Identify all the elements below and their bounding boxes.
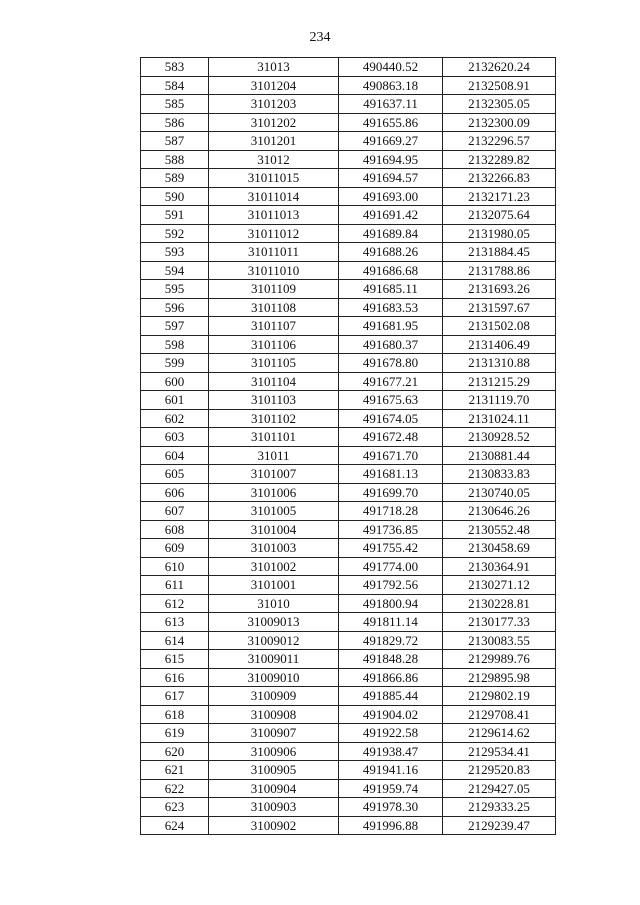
point-code-cell: 3101203 xyxy=(209,95,339,114)
point-code-cell: 3101106 xyxy=(209,335,339,354)
table-row xyxy=(141,613,556,632)
row-index-cell: 619 xyxy=(141,724,209,743)
x-coordinate-cell: 491672.48 xyxy=(339,428,443,447)
row-index-cell: 622 xyxy=(141,779,209,798)
y-coordinate-cell: 2129895.98 xyxy=(443,668,556,687)
point-code-cell: 3101108 xyxy=(209,298,339,317)
point-code-cell: 3100902 xyxy=(209,816,339,835)
y-coordinate-cell: 2129239.47 xyxy=(443,816,556,835)
y-coordinate-cell: 2130740.05 xyxy=(443,483,556,502)
table-row xyxy=(141,465,556,484)
point-code-cell: 31009010 xyxy=(209,668,339,687)
y-coordinate-cell: 2130228.81 xyxy=(443,594,556,613)
y-coordinate-cell: 2131024.11 xyxy=(443,409,556,428)
row-index-cell: 592 xyxy=(141,224,209,243)
table-row xyxy=(141,724,556,743)
x-coordinate-cell: 491689.84 xyxy=(339,224,443,243)
point-code-cell: 3100903 xyxy=(209,798,339,817)
table-row xyxy=(141,298,556,317)
row-index-cell: 605 xyxy=(141,465,209,484)
y-coordinate-cell: 2131788.86 xyxy=(443,261,556,280)
table-row xyxy=(141,576,556,595)
point-code-cell: 3101105 xyxy=(209,354,339,373)
x-coordinate-cell: 491674.05 xyxy=(339,409,443,428)
x-coordinate-cell: 490863.18 xyxy=(339,76,443,95)
x-coordinate-cell: 491941.16 xyxy=(339,761,443,780)
y-coordinate-cell: 2129427.05 xyxy=(443,779,556,798)
y-coordinate-cell: 2131502.08 xyxy=(443,317,556,336)
row-index-cell: 621 xyxy=(141,761,209,780)
x-coordinate-cell: 491678.80 xyxy=(339,354,443,373)
table-row xyxy=(141,557,556,576)
row-index-cell: 585 xyxy=(141,95,209,114)
y-coordinate-cell: 2129708.41 xyxy=(443,705,556,724)
point-code-cell: 3100906 xyxy=(209,742,339,761)
row-index-cell: 595 xyxy=(141,280,209,299)
x-coordinate-cell: 491904.02 xyxy=(339,705,443,724)
point-code-cell: 3101004 xyxy=(209,520,339,539)
point-code-cell: 3101104 xyxy=(209,372,339,391)
x-coordinate-cell: 491683.53 xyxy=(339,298,443,317)
point-code-cell: 3101103 xyxy=(209,391,339,410)
table-row xyxy=(141,132,556,151)
x-coordinate-cell: 491669.27 xyxy=(339,132,443,151)
x-coordinate-cell: 491677.21 xyxy=(339,372,443,391)
row-index-cell: 616 xyxy=(141,668,209,687)
point-code-cell: 3101002 xyxy=(209,557,339,576)
point-code-cell: 31011014 xyxy=(209,187,339,206)
table-row xyxy=(141,280,556,299)
y-coordinate-cell: 2130364.91 xyxy=(443,557,556,576)
point-code-cell: 3101001 xyxy=(209,576,339,595)
row-index-cell: 589 xyxy=(141,169,209,188)
row-index-cell: 596 xyxy=(141,298,209,317)
x-coordinate-cell: 491829.72 xyxy=(339,631,443,650)
table-row xyxy=(141,816,556,835)
coordinates-table-container xyxy=(140,57,556,835)
point-code-cell: 31009011 xyxy=(209,650,339,669)
row-index-cell: 600 xyxy=(141,372,209,391)
table-row xyxy=(141,650,556,669)
row-index-cell: 586 xyxy=(141,113,209,132)
table-row xyxy=(141,483,556,502)
point-code-cell: 31013 xyxy=(209,58,339,77)
point-code-cell: 31010 xyxy=(209,594,339,613)
table-row xyxy=(141,206,556,225)
y-coordinate-cell: 2130833.83 xyxy=(443,465,556,484)
point-code-cell: 31011010 xyxy=(209,261,339,280)
row-index-cell: 623 xyxy=(141,798,209,817)
point-code-cell: 3101006 xyxy=(209,483,339,502)
point-code-cell: 3100909 xyxy=(209,687,339,706)
x-coordinate-cell: 491938.47 xyxy=(339,742,443,761)
table-row xyxy=(141,742,556,761)
row-index-cell: 624 xyxy=(141,816,209,835)
table-row xyxy=(141,187,556,206)
row-index-cell: 588 xyxy=(141,150,209,169)
row-index-cell: 617 xyxy=(141,687,209,706)
coordinates-table xyxy=(140,57,556,835)
y-coordinate-cell: 2131980.05 xyxy=(443,224,556,243)
row-index-cell: 613 xyxy=(141,613,209,632)
x-coordinate-cell: 491811.14 xyxy=(339,613,443,632)
table-row xyxy=(141,354,556,373)
point-code-cell: 3101101 xyxy=(209,428,339,447)
table-row xyxy=(141,502,556,521)
y-coordinate-cell: 2129333.25 xyxy=(443,798,556,817)
table-row xyxy=(141,446,556,465)
row-index-cell: 597 xyxy=(141,317,209,336)
y-coordinate-cell: 2132305.05 xyxy=(443,95,556,114)
table-row xyxy=(141,335,556,354)
table-row xyxy=(141,428,556,447)
point-code-cell: 3101109 xyxy=(209,280,339,299)
y-coordinate-cell: 2132620.24 xyxy=(443,58,556,77)
y-coordinate-cell: 2131693.26 xyxy=(443,280,556,299)
row-index-cell: 598 xyxy=(141,335,209,354)
point-code-cell: 31012 xyxy=(209,150,339,169)
table-row xyxy=(141,798,556,817)
y-coordinate-cell: 2131215.29 xyxy=(443,372,556,391)
point-code-cell: 3101204 xyxy=(209,76,339,95)
y-coordinate-cell: 2132300.09 xyxy=(443,113,556,132)
table-row xyxy=(141,761,556,780)
x-coordinate-cell: 491694.57 xyxy=(339,169,443,188)
y-coordinate-cell: 2129989.76 xyxy=(443,650,556,669)
row-index-cell: 590 xyxy=(141,187,209,206)
point-code-cell: 31009013 xyxy=(209,613,339,632)
x-coordinate-cell: 491978.30 xyxy=(339,798,443,817)
point-code-cell: 31009012 xyxy=(209,631,339,650)
table-row xyxy=(141,372,556,391)
x-coordinate-cell: 491655.86 xyxy=(339,113,443,132)
row-index-cell: 606 xyxy=(141,483,209,502)
x-coordinate-cell: 491685.11 xyxy=(339,280,443,299)
table-row xyxy=(141,243,556,262)
x-coordinate-cell: 491959.74 xyxy=(339,779,443,798)
x-coordinate-cell: 491688.26 xyxy=(339,243,443,262)
row-index-cell: 603 xyxy=(141,428,209,447)
x-coordinate-cell: 491693.00 xyxy=(339,187,443,206)
y-coordinate-cell: 2132075.64 xyxy=(443,206,556,225)
y-coordinate-cell: 2129614.62 xyxy=(443,724,556,743)
x-coordinate-cell: 491736.85 xyxy=(339,520,443,539)
table-row xyxy=(141,224,556,243)
row-index-cell: 608 xyxy=(141,520,209,539)
point-code-cell: 3100907 xyxy=(209,724,339,743)
x-coordinate-cell: 491792.56 xyxy=(339,576,443,595)
point-code-cell: 3101201 xyxy=(209,132,339,151)
row-index-cell: 620 xyxy=(141,742,209,761)
table-row xyxy=(141,150,556,169)
table-body xyxy=(141,58,556,835)
row-index-cell: 615 xyxy=(141,650,209,669)
row-index-cell: 601 xyxy=(141,391,209,410)
point-code-cell: 31011011 xyxy=(209,243,339,262)
table-row xyxy=(141,520,556,539)
point-code-cell: 3101102 xyxy=(209,409,339,428)
x-coordinate-cell: 491848.28 xyxy=(339,650,443,669)
x-coordinate-cell: 491691.42 xyxy=(339,206,443,225)
y-coordinate-cell: 2130881.44 xyxy=(443,446,556,465)
row-index-cell: 618 xyxy=(141,705,209,724)
y-coordinate-cell: 2130928.52 xyxy=(443,428,556,447)
table-row xyxy=(141,113,556,132)
point-code-cell: 3100908 xyxy=(209,705,339,724)
y-coordinate-cell: 2131310.88 xyxy=(443,354,556,373)
y-coordinate-cell: 2129802.19 xyxy=(443,687,556,706)
y-coordinate-cell: 2132171.23 xyxy=(443,187,556,206)
y-coordinate-cell: 2131597.67 xyxy=(443,298,556,317)
row-index-cell: 593 xyxy=(141,243,209,262)
y-coordinate-cell: 2132508.91 xyxy=(443,76,556,95)
x-coordinate-cell: 491681.95 xyxy=(339,317,443,336)
table-row xyxy=(141,539,556,558)
table-row xyxy=(141,409,556,428)
row-index-cell: 607 xyxy=(141,502,209,521)
table-row xyxy=(141,317,556,336)
x-coordinate-cell: 491774.00 xyxy=(339,557,443,576)
page-number: 234 xyxy=(309,30,331,45)
table-row xyxy=(141,594,556,613)
x-coordinate-cell: 491866.86 xyxy=(339,668,443,687)
point-code-cell: 31011013 xyxy=(209,206,339,225)
x-coordinate-cell: 491694.95 xyxy=(339,150,443,169)
row-index-cell: 614 xyxy=(141,631,209,650)
table-row xyxy=(141,391,556,410)
point-code-cell: 3101202 xyxy=(209,113,339,132)
point-code-cell: 3101107 xyxy=(209,317,339,336)
row-index-cell: 609 xyxy=(141,539,209,558)
table-row xyxy=(141,169,556,188)
point-code-cell: 31011012 xyxy=(209,224,339,243)
x-coordinate-cell: 491996.88 xyxy=(339,816,443,835)
x-coordinate-cell: 490440.52 xyxy=(339,58,443,77)
row-index-cell: 604 xyxy=(141,446,209,465)
table-row xyxy=(141,261,556,280)
point-code-cell: 3100905 xyxy=(209,761,339,780)
y-coordinate-cell: 2131884.45 xyxy=(443,243,556,262)
y-coordinate-cell: 2130552.48 xyxy=(443,520,556,539)
y-coordinate-cell: 2132296.57 xyxy=(443,132,556,151)
y-coordinate-cell: 2130177.33 xyxy=(443,613,556,632)
point-code-cell: 3101007 xyxy=(209,465,339,484)
y-coordinate-cell: 2130271.12 xyxy=(443,576,556,595)
table-row xyxy=(141,705,556,724)
x-coordinate-cell: 491800.94 xyxy=(339,594,443,613)
y-coordinate-cell: 2132266.83 xyxy=(443,169,556,188)
table-row xyxy=(141,95,556,114)
x-coordinate-cell: 491699.70 xyxy=(339,483,443,502)
row-index-cell: 611 xyxy=(141,576,209,595)
row-index-cell: 602 xyxy=(141,409,209,428)
point-code-cell: 3101005 xyxy=(209,502,339,521)
x-coordinate-cell: 491681.13 xyxy=(339,465,443,484)
row-index-cell: 583 xyxy=(141,58,209,77)
x-coordinate-cell: 491885.44 xyxy=(339,687,443,706)
y-coordinate-cell: 2131119.70 xyxy=(443,391,556,410)
x-coordinate-cell: 491680.37 xyxy=(339,335,443,354)
point-code-cell: 3100904 xyxy=(209,779,339,798)
table-row xyxy=(141,58,556,77)
x-coordinate-cell: 491686.68 xyxy=(339,261,443,280)
table-row xyxy=(141,687,556,706)
table-row xyxy=(141,631,556,650)
x-coordinate-cell: 491637.11 xyxy=(339,95,443,114)
x-coordinate-cell: 491922.58 xyxy=(339,724,443,743)
y-coordinate-cell: 2130458.69 xyxy=(443,539,556,558)
table-row xyxy=(141,76,556,95)
point-code-cell: 31011 xyxy=(209,446,339,465)
y-coordinate-cell: 2129534.41 xyxy=(443,742,556,761)
point-code-cell: 3101003 xyxy=(209,539,339,558)
row-index-cell: 594 xyxy=(141,261,209,280)
x-coordinate-cell: 491675.63 xyxy=(339,391,443,410)
x-coordinate-cell: 491671.70 xyxy=(339,446,443,465)
point-code-cell: 31011015 xyxy=(209,169,339,188)
row-index-cell: 587 xyxy=(141,132,209,151)
row-index-cell: 584 xyxy=(141,76,209,95)
x-coordinate-cell: 491718.28 xyxy=(339,502,443,521)
y-coordinate-cell: 2132289.82 xyxy=(443,150,556,169)
x-coordinate-cell: 491755.42 xyxy=(339,539,443,558)
row-index-cell: 591 xyxy=(141,206,209,225)
y-coordinate-cell: 2131406.49 xyxy=(443,335,556,354)
table-row xyxy=(141,668,556,687)
table-row xyxy=(141,779,556,798)
row-index-cell: 599 xyxy=(141,354,209,373)
row-index-cell: 610 xyxy=(141,557,209,576)
y-coordinate-cell: 2129520.83 xyxy=(443,761,556,780)
y-coordinate-cell: 2130083.55 xyxy=(443,631,556,650)
y-coordinate-cell: 2130646.26 xyxy=(443,502,556,521)
row-index-cell: 612 xyxy=(141,594,209,613)
